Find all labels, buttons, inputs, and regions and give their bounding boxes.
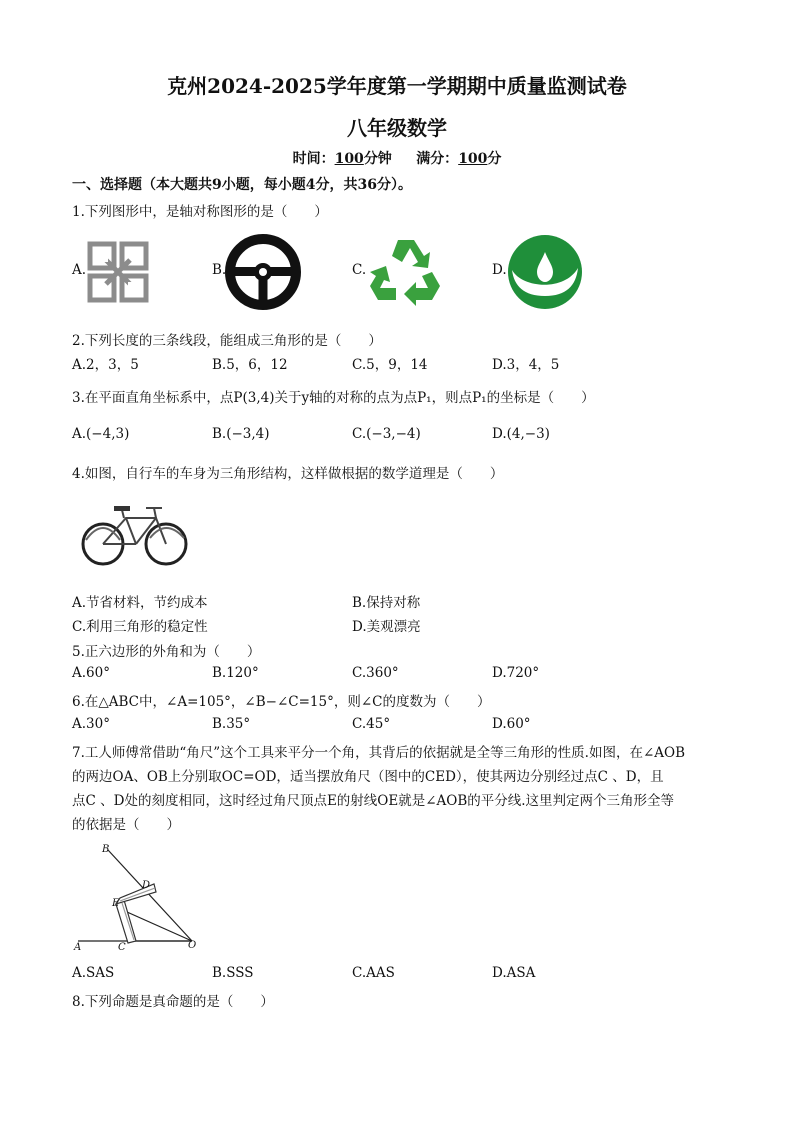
q5-option-c: C.360° bbox=[352, 665, 399, 681]
q7-option-a: A.SAS bbox=[72, 965, 115, 981]
q4-option-c: C.利用三角形的稳定性 bbox=[72, 619, 208, 635]
time-unit: 分钟 bbox=[363, 151, 392, 167]
q3-option-c: C.(−3,−4) bbox=[352, 426, 421, 442]
q4-option-b: B.保持对称 bbox=[352, 595, 421, 611]
q5-option-a: A.60° bbox=[72, 665, 110, 681]
time-label: 时间： bbox=[292, 151, 335, 167]
score-label: 满分： bbox=[416, 151, 459, 167]
fig-label-o: O bbox=[188, 940, 197, 951]
q8-stem: 8.下列命题是真命题的是（ ） bbox=[72, 994, 274, 1010]
q7-option-d: D.ASA bbox=[492, 965, 536, 981]
q3-option-a: A.(−4,3) bbox=[72, 426, 130, 442]
exam-title: 克州2024-2025学年度第一学期期中质量监测试卷 bbox=[167, 74, 627, 98]
q2-option-d: D.3，4，5 bbox=[492, 357, 560, 373]
q4-option-a: A.节省材料，节约成本 bbox=[72, 595, 208, 611]
q1-option-b: B. bbox=[212, 262, 227, 278]
score-value: 100 bbox=[458, 151, 488, 167]
q5-option-b: B.120° bbox=[212, 665, 259, 681]
q6-option-a: A.30° bbox=[72, 716, 110, 732]
bicycle-icon bbox=[80, 496, 190, 570]
fig-label-c: C bbox=[118, 942, 126, 952]
exam-meta bbox=[0, 148, 794, 168]
q7-option-c: C.AAS bbox=[352, 965, 395, 981]
q6-option-d: D.60° bbox=[492, 716, 531, 732]
recycle-icon bbox=[368, 236, 444, 306]
q7-line-2: 的两边OA、OB上分别取OC=OD，适当摆放角尺（图中的CED），使其两边分别经过点C 、D，且 bbox=[72, 769, 664, 785]
q6-option-c: C.45° bbox=[352, 716, 391, 732]
q3-option-d: D.(4,−3) bbox=[492, 426, 550, 442]
q4-option-d: D.美观漂亮 bbox=[352, 619, 421, 635]
section-heading: 一、选择题（本大题共9小题，每小题4分，共36分）。 bbox=[72, 177, 412, 193]
fig-label-e: E bbox=[112, 898, 120, 909]
q3-stem: 3.在平面直角坐标系中，点P(3,4)关于y轴的对称的点为点P₁，则点P₁的坐标是（ ） bbox=[72, 390, 595, 406]
q3-option-b: B.(−3,4) bbox=[212, 426, 270, 442]
q2-stem: 2.下列长度的三条线段，能组成三角形的是（ ） bbox=[72, 333, 382, 349]
score-unit: 分 bbox=[487, 151, 502, 167]
q6-stem: 6.在△ABC中，∠A=105°，∠B−∠C=15°，则∠C的度数为（ ） bbox=[72, 694, 491, 710]
q2-option-c: C.5，9，14 bbox=[352, 357, 428, 373]
q1-option-c: C. bbox=[352, 262, 367, 278]
q7-option-b: B.SSS bbox=[212, 965, 254, 981]
fig-label-a: A bbox=[74, 942, 82, 952]
fig-label-d: D bbox=[142, 880, 151, 891]
q7-line-1: 7.工人师傅常借助“角尺”这个工具来平分一个角，其背后的依据就是全等三角形的性质.如图，在∠AOB bbox=[72, 745, 686, 761]
q7-line-4: 的依据是（ ） bbox=[72, 817, 180, 833]
angle-ruler-figure bbox=[72, 840, 202, 952]
q1-stem: 1.下列图形中，是轴对称图形的是（ ） bbox=[72, 204, 328, 220]
q1-option-a: A. bbox=[72, 262, 87, 278]
steering-wheel-icon bbox=[225, 234, 301, 310]
q5-option-d: D.720° bbox=[492, 665, 540, 681]
q2-option-b: B.5，6，12 bbox=[212, 357, 288, 373]
q1-option-d: D. bbox=[492, 262, 507, 278]
q2-option-a: A.2，3，5 bbox=[72, 357, 139, 373]
q5-stem: 5.正六边形的外角和为（ ） bbox=[72, 644, 261, 660]
water-drop-logo-icon bbox=[506, 234, 584, 310]
time-value: 100 bbox=[334, 151, 364, 167]
symmetric-knot-icon bbox=[86, 240, 150, 304]
fig-label-b: B bbox=[102, 844, 110, 855]
q7-line-3: 点C 、D处的刻度相同，这时经过角尺顶点E的射线OE就是∠AOB的平分线.这里判定两个三角形全等 bbox=[72, 793, 675, 809]
q6-option-b: B.35° bbox=[212, 716, 251, 732]
q4-stem: 4.如图，自行车的车身为三角形结构，这样做根据的数学道理是（ ） bbox=[72, 466, 504, 482]
exam-subtitle: 八年级数学 bbox=[347, 116, 447, 140]
